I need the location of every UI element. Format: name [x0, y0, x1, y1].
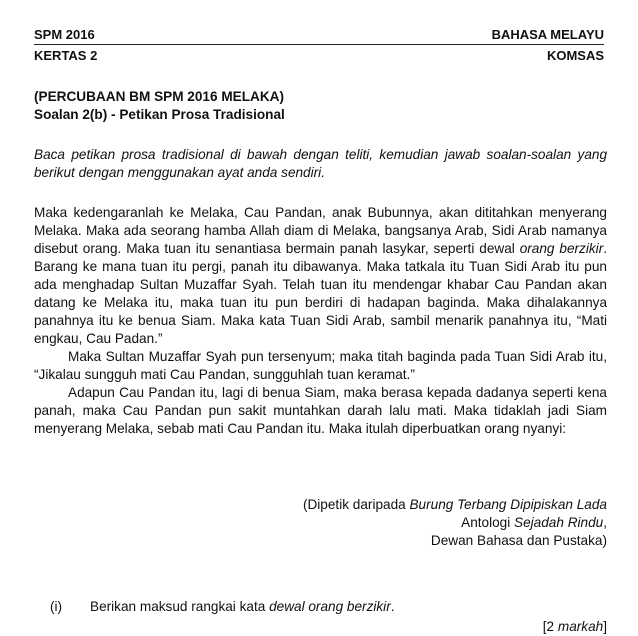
header-component: KOMSAS: [546, 48, 604, 63]
passage-paragraph-3: Adapun Cau Pandan itu, lagi di benua Siam, maka berasa kepada dadanya seperti kena panah, maka Cau Pandan pun sakit muntahkan darah lalu mati. Maka tidaklah jadi Siam menyerang Melaka, sebab mati Cau Pandan itu. Maka itulah diperbuatkan orang nyanyi:: [34, 385, 607, 436]
header-row-bottom: [34, 48, 604, 63]
passage-paragraph-1: [34, 204, 607, 348]
passage-p1-part-a: Maka kedengaranlah ke Melaka, Cau Pandan, anak Bubunnya, akan dititahkan menyerang Melaka. Maka ada seorang hamba Allah diam di Melaka, bangsanya Arab, Sidi Arab namanya disebut orang. Maka tuan itu senantiasa bermain panah lasykar, seperti dewal: [34, 205, 607, 256]
prose-passage: [34, 204, 607, 438]
marks-prefix: [2: [542, 619, 558, 634]
source-line-2: [303, 514, 607, 532]
passage-p1-italic: orang berzikir: [519, 241, 604, 256]
source-line-2-suffix: ,: [603, 515, 607, 530]
header-row-top: [34, 27, 604, 42]
source-line-1-title: Burung Terbang Dipipiskan Lada: [409, 497, 607, 512]
title-line-2: Soalan 2(b) - Petikan Prosa Tradisional: [34, 107, 285, 122]
source-line-3: Dewan Bahasa dan Pustaka): [430, 533, 607, 548]
passage-p1-part-b: . Barang ke mana tuan itu pergi, panah itu dibawanya. Maka tatkala itu Tuan Sidi Arab itu pun ada menghadap Sultan Muzaffar Syah. Telah tuan itu mendengar khabar Cau Pandan akan datang ke Melaka itu, maka tuan itu pun berdiri di hadapan baginda. Maka dihalakannya panahnya itu ke benua Siam. Maka kata Tuan Sidi Arab, sambil menarik panahnya itu, “Mati engkau, Cau Padan.”: [34, 241, 608, 346]
source-line-1: [303, 496, 607, 514]
question-text-italic: dewal orang berzikir: [269, 599, 391, 614]
header-paper: KERTAS 2: [34, 48, 98, 63]
instruction-text: Baca petikan prosa tradisional di bawah dengan teliti, kemudian jawab soalan-soalan yang berikut dengan menggunakan ayat anda sendiri.: [34, 147, 607, 180]
title-line-1: (PERCUBAAN BM SPM 2016 MELAKA): [34, 89, 284, 104]
question-text: [90, 598, 395, 616]
header-divider: [34, 44, 604, 45]
question-text-prefix: Berikan maksud rangkai kata: [90, 599, 270, 614]
source-citation: [303, 496, 607, 550]
marks-suffix: ]: [603, 619, 607, 634]
section-title: [34, 88, 607, 124]
source-line-1-prefix: (Dipetik daripada: [302, 497, 410, 512]
question-marks: [543, 618, 607, 636]
header-exam: SPM 2016: [34, 27, 95, 42]
marks-label: markah: [557, 619, 604, 634]
source-line-2-prefix: Antologi: [461, 515, 515, 530]
question-text-suffix: .: [390, 599, 395, 614]
header-subject: BAHASA MELAYU: [491, 27, 604, 42]
question-number: (i): [50, 599, 63, 614]
passage-paragraph-2: Maka Sultan Muzaffar Syah pun tersenyum; maka titah baginda pada Tuan Sidi Arab itu, “Jikalau sungguh mati Cau Pandan, sungguhlah tuan keramat.”: [34, 349, 607, 382]
source-line-2-title: Sejadah Rindu: [514, 515, 604, 530]
